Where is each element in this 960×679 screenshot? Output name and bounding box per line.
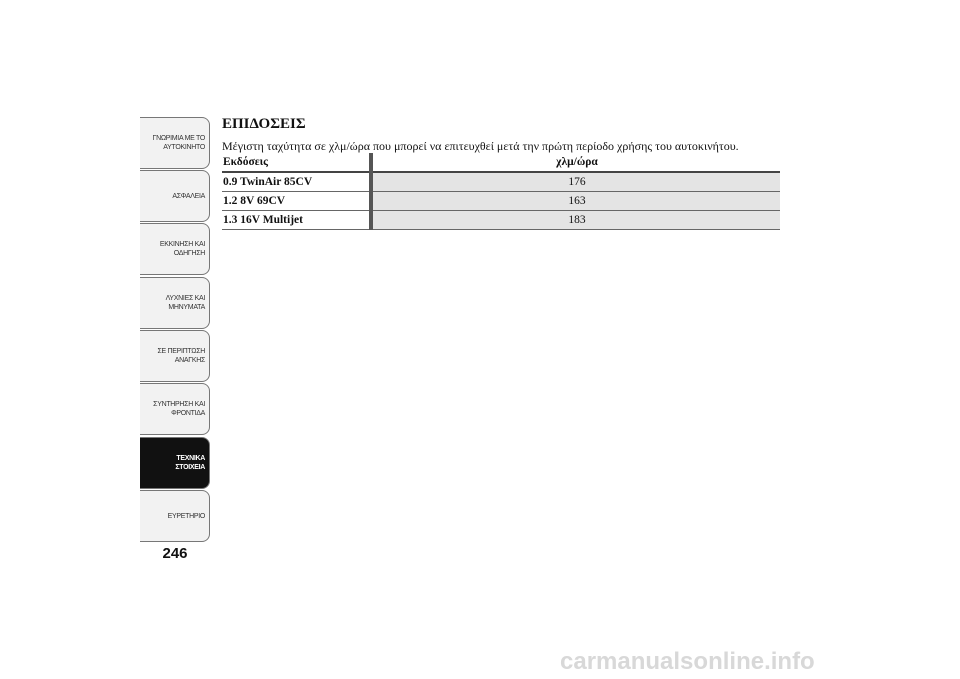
tab-index[interactable]: ΕΥΡΕΤΗΡΙΟ xyxy=(140,490,210,542)
tab-technical-data[interactable]: ΤΕΧΝΙΚΑ ΣΤΟΙΧΕΙΑ xyxy=(140,437,210,489)
tab-warning-lights[interactable]: ΛΥΧΝΙΕΣ ΚΑΙ ΜΗΝΥΜΑΤΑ xyxy=(140,277,210,329)
tab-getting-to-know[interactable]: ΓΝΩΡΙΜΙΑ ΜΕ ΤΟ ΑΥΤΟΚΙΝΗΤΟ xyxy=(140,117,210,169)
table-row xyxy=(222,172,780,192)
tab-maintenance[interactable]: ΣΥΝΤΗΡΗΣΗ ΚΑΙ ΦΡΟΝΤΙΔΑ xyxy=(140,383,210,435)
section-title: ΕΠΙΔΟΣΕΙΣ xyxy=(222,116,306,132)
tab-emergency[interactable]: ΣΕ ΠΕΡΙΠΤΩΣΗ ΑΝΑΓΚΗΣ xyxy=(140,330,210,382)
speed-cell: 176 xyxy=(371,172,780,192)
speed-cell: 183 xyxy=(371,211,780,230)
version-cell: 1.3 16V Multijet xyxy=(222,211,371,230)
version-cell: 0.9 TwinAir 85CV xyxy=(222,172,371,192)
version-cell: 1.2 8V 69CV xyxy=(222,192,371,211)
performance-table xyxy=(222,153,780,230)
tab-starting-driving[interactable]: ΕΚΚΙΝΗΣΗ ΚΑΙ ΟΔΗΓΗΣΗ xyxy=(140,223,210,275)
table-row xyxy=(222,192,780,211)
page-number: 246 xyxy=(162,545,188,562)
header-speed: χλμ/ώρα xyxy=(556,156,598,168)
header-versions: Εκδόσεις xyxy=(222,153,371,172)
tab-safety[interactable]: ΑΣΦΑΛΕΙΑ xyxy=(140,170,210,222)
section-intro: Μέγιστη ταχύτητα σε χλμ/ώρα που μπορεί να επιτευχθεί μετά την πρώτη περίοδο χρήσης του αυτοκινήτου. xyxy=(222,139,739,153)
table-header xyxy=(222,153,780,172)
table-row xyxy=(222,211,780,230)
speed-cell: 163 xyxy=(371,192,780,211)
watermark: carmanualsonline.info xyxy=(560,648,815,675)
